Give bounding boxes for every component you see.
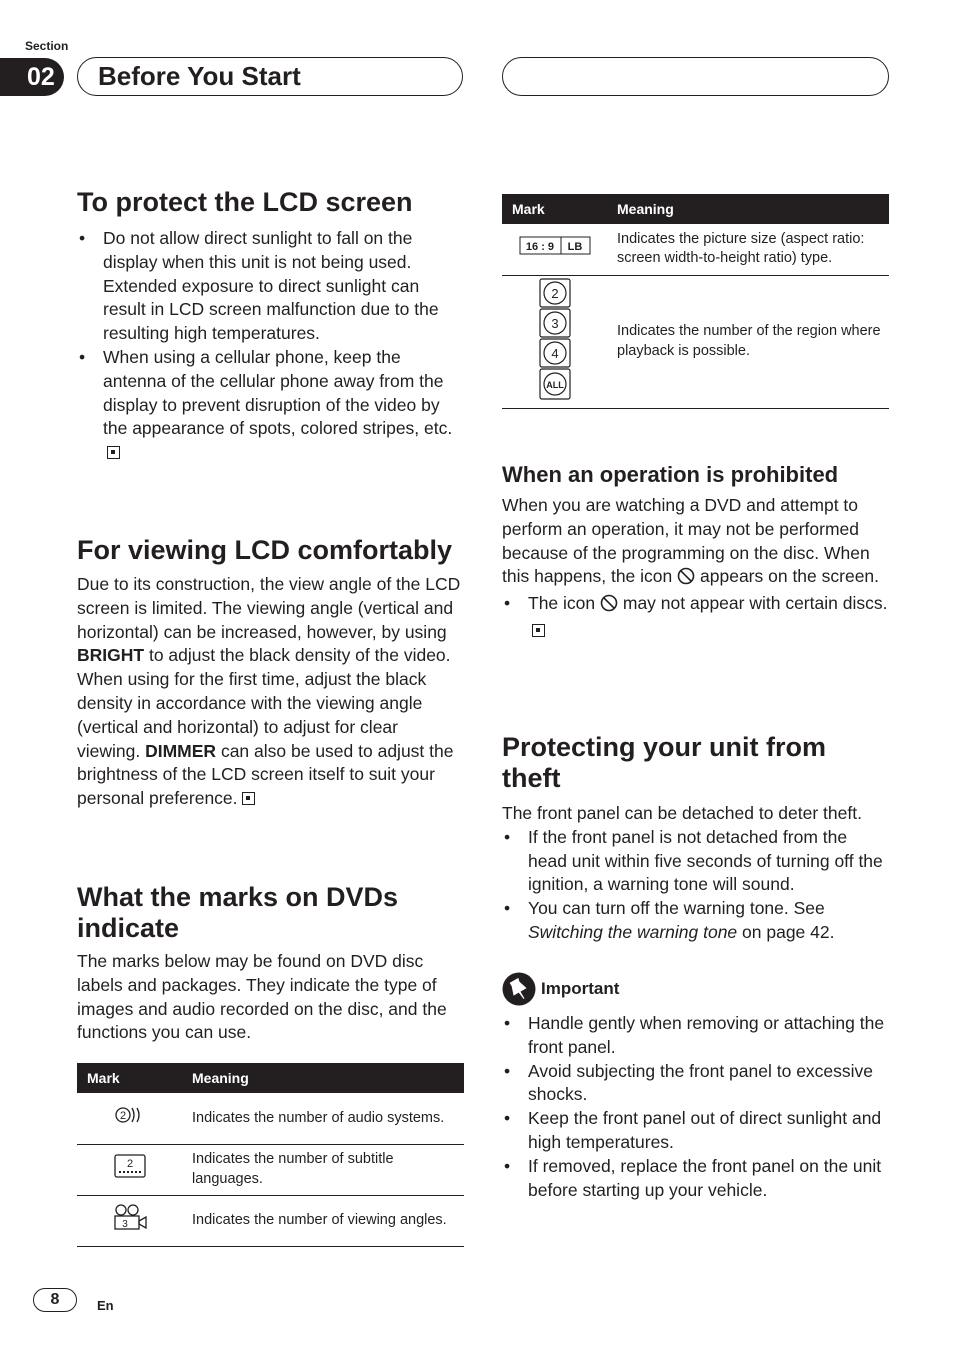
language-code: En — [97, 1298, 114, 1313]
table-cell: Indicates the picture size (aspect ratio: screen width-to-height ratio) type. — [607, 224, 889, 275]
lcd-viewing-section — [77, 535, 464, 811]
end-mark-icon — [242, 792, 255, 805]
prohibited-list — [502, 592, 889, 643]
important-header — [502, 972, 889, 1006]
prohibited-heading: When an operation is prohibited — [502, 462, 839, 487]
list-item: • If the front panel is not detached from the head unit within five seconds of turning off the ignition, a warning tone will sound. — [502, 826, 889, 897]
region-icon — [502, 275, 607, 409]
svg-text:3: 3 — [121, 1219, 128, 1231]
list-item: • You can turn off the warning tone. See Switching the warning tone on page 42. — [502, 897, 889, 945]
prohibited-paragraph: When you are watching a DVD and attempt to perform an operation, it may not be performed because of the programming on the disc. When this happens, the icon appears on the screen. — [502, 494, 889, 592]
mark-column-header: Mark — [77, 1063, 182, 1093]
section-number: 02 — [0, 58, 64, 96]
table-row — [502, 224, 889, 275]
important-label: Important — [541, 979, 620, 998]
lcd-protect-heading: To protect the LCD screen — [77, 187, 413, 217]
aspect-ratio-icon — [502, 224, 607, 275]
dvd-marks-heading: What the marks on DVDs indicate — [77, 882, 399, 943]
table-header — [77, 1063, 464, 1093]
lcd-viewing-paragraph: Due to its construction, the view angle of the LCD screen is limited. The viewing angle (vertical and horizontal) can be increased, however, by using BRIGHT to adjust the black density of the video. When using for the first time, adjust the black density in accordance with the viewing angle (vertical and horizontal) to adjust for clear viewing. DIMMER can also be used to adjust the brightness of the LCD screen itself to suit your personal preference. — [77, 574, 461, 809]
prohibited-icon — [677, 567, 695, 592]
table-row — [77, 1195, 464, 1246]
lcd-protect-section — [77, 187, 464, 465]
list-item: • When using a cellular phone, keep the antenna of the cellular phone away from the display to prevent disruption of the video by the appearance of spots, colored stripes, etc. — [77, 346, 464, 465]
subtitle-languages-icon — [77, 1144, 182, 1195]
section-title: Before You Start — [77, 57, 463, 96]
list-item: • Keep the front panel out of direct sunlight and high temperatures. — [502, 1107, 889, 1155]
table-cell: Indicates the number of subtitle languages. — [182, 1144, 464, 1195]
end-mark-icon — [107, 446, 120, 459]
theft-list — [502, 826, 889, 945]
audio-systems-icon — [77, 1093, 182, 1144]
svg-text:2: 2 — [119, 1110, 126, 1122]
important-icon — [502, 972, 536, 1006]
viewing-angles-icon — [77, 1195, 182, 1246]
lcd-protect-list — [77, 227, 464, 465]
mark-column-header: Mark — [502, 194, 607, 224]
svg-text:3: 3 — [550, 315, 559, 331]
theft-intro: The front panel can be detached to deter theft. — [502, 803, 862, 823]
svg-text:LB: LB — [567, 241, 582, 253]
important-list — [502, 1012, 889, 1202]
meaning-column-header: Meaning — [182, 1063, 464, 1093]
table-cell: Indicates the number of the region where playback is possible. — [607, 275, 889, 409]
bright-label: BRIGHT — [77, 645, 145, 666]
dvd-marks-intro: The marks below may be found on DVD disc labels and packages. They indicate the type of images and audio recorded on the disc, and the functions you can use. — [77, 951, 447, 1043]
table-cell: Indicates the number of viewing angles. — [182, 1195, 464, 1246]
table-cell: Indicates the number of audio systems. — [182, 1093, 464, 1144]
right-marks-table — [502, 194, 889, 409]
page-number: 8 — [33, 1288, 77, 1312]
dvd-marks-table — [77, 1063, 464, 1247]
list-item: • Handle gently when removing or attaching the front panel. — [502, 1012, 889, 1060]
svg-text:2: 2 — [550, 285, 559, 301]
header-blank-box — [502, 57, 889, 96]
table-header — [502, 194, 889, 224]
svg-text:4: 4 — [550, 345, 559, 361]
prohibited-icon — [600, 594, 618, 619]
svg-text:ALL: ALL — [545, 379, 564, 390]
important-section — [502, 1012, 889, 1202]
end-mark-icon — [532, 624, 545, 637]
table-row — [77, 1093, 464, 1144]
meaning-column-header: Meaning — [607, 194, 889, 224]
dimmer-label: DIMMER — [145, 740, 217, 761]
list-item: • The icon may not appear with certain discs. — [502, 592, 889, 643]
theft-section — [502, 732, 889, 945]
prohibited-section — [502, 462, 889, 643]
svg-text:2: 2 — [126, 1158, 133, 1171]
cross-reference: Switching the warning tone — [528, 921, 738, 942]
list-item: • If removed, replace the front panel on the unit before starting up your vehicle. — [502, 1155, 889, 1203]
table-row — [502, 275, 889, 409]
list-item: • Do not allow direct sunlight to fall on the display when this unit is not being used. Extended exposure to direct sunlight can result in LCD screen malfunction due to the resulting high temperatures. — [77, 227, 464, 346]
section-label: Section — [25, 39, 69, 53]
list-item: • Avoid subjecting the front panel to excessive shocks. — [502, 1060, 889, 1108]
theft-heading: Protecting your unit from theft — [502, 732, 826, 793]
dvd-marks-section — [77, 882, 464, 1045]
lcd-viewing-heading: For viewing LCD comfortably — [77, 535, 453, 565]
table-row — [77, 1144, 464, 1195]
svg-text:16 : 9: 16 : 9 — [525, 241, 554, 253]
